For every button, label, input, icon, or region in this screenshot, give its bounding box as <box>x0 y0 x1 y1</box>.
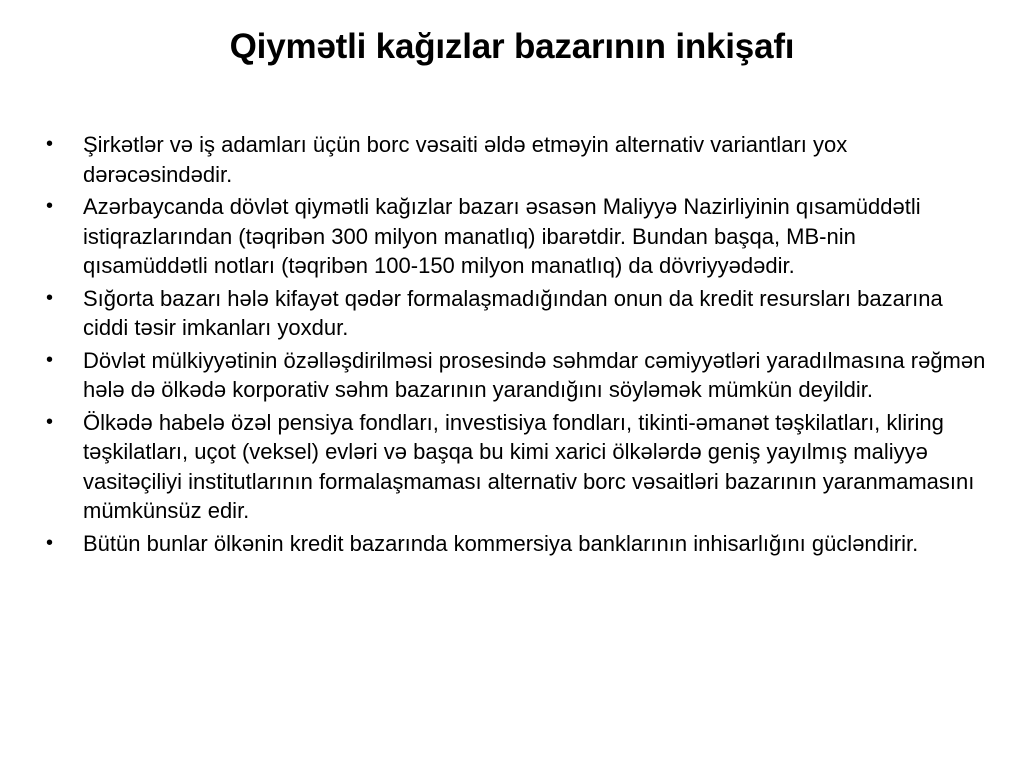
slide-title: Qiymətli kağızlar bazarının inkişafı <box>229 27 795 66</box>
bullet-item <box>46 284 986 343</box>
bullet-icon: • <box>46 531 54 554</box>
bullet-item <box>46 529 986 559</box>
bullet-icon: • <box>46 348 54 371</box>
bullet-list <box>46 130 986 561</box>
bullet-text: Ölkədə habelə özəl pensiya fondları, investisiya fondları, tikinti-əmanət təşkilatları, kliring təşkilatları, uçot (veksel) evləri və başqa bu kimi xarici ölkələrdə geniş yayılmış maliyyə vasitəçiliyi institutlarının formalaşmaması alternativ borc vəsaitləri bazarının yaranmamasını mümkünsüz edir. <box>83 409 975 523</box>
bullet-item <box>46 346 986 405</box>
bullet-item <box>46 130 986 189</box>
bullet-item <box>46 408 986 526</box>
bullet-text: Azərbaycanda dövlət qiymətli kağızlar bazarı əsasən Maliyyə Nazirliyinin qısamüddətli istiqrazlarından (təqribən 300 milyon manatlıq) ibarətdir. Bundan başqa, MB-nin qısamüddətli notları (təqribən 100-150 milyon manatlıq) da dövriyyədədir. <box>83 194 921 278</box>
bullet-icon: • <box>46 133 54 155</box>
bullet-text: Bütün bunlar ölkənin kredit bazarında kommersiya banklarının inhisarlığını gücləndirir. <box>83 530 919 556</box>
bullet-icon: • <box>46 195 54 217</box>
bullet-item <box>46 192 986 281</box>
bullet-icon: • <box>46 410 54 433</box>
bullet-icon: • <box>46 286 54 309</box>
bullet-text: Dövlət mülkiyyətinin özəlləşdirilməsi prosesində səhmdar cəmiyyətləri yaradılmasına rəğmən hələ də ölkədə korporativ səhm bazarının yarandığını söyləmək mümkün deyildir. <box>83 347 986 402</box>
bullet-text: Şirkətlər və iş adamları üçün borc vəsaiti əldə etməyin alternativ variantları yox dərəcəsindədir. <box>83 132 848 187</box>
bullet-text: Sığorta bazarı hələ kifayət qədər formalaşmadığından onun da kredit resursları bazarına ciddi təsir imkanları yoxdur. <box>83 285 943 340</box>
